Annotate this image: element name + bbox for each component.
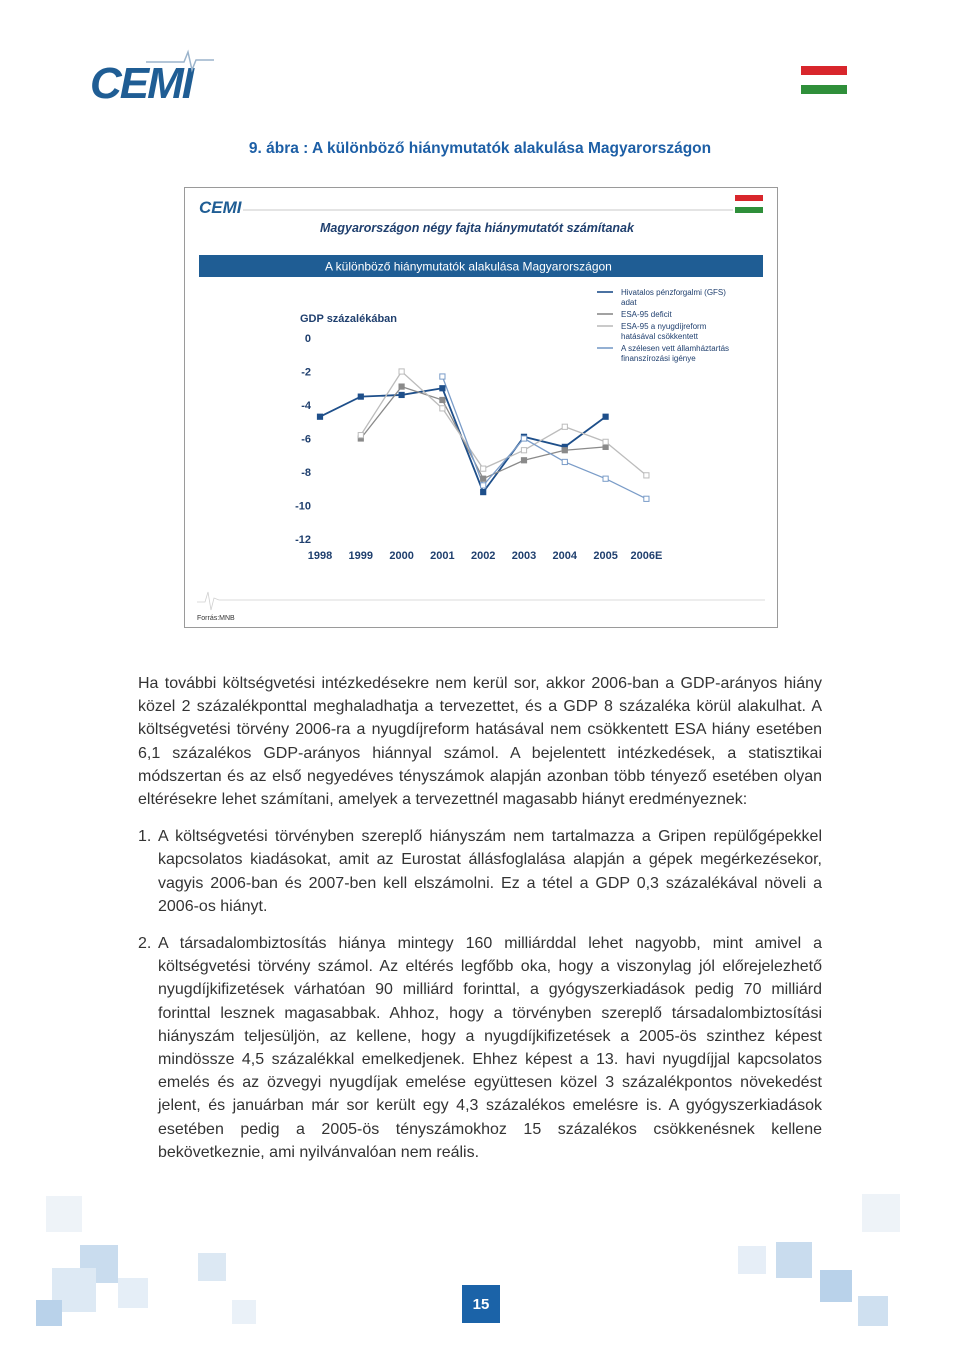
list-item-2-text: A társadalombiztosítás hiánya mintegy 160 milliárddal lehet nagyobb, mint amivel a költségvetési törvény számol. Az eltérés legfőbb oka, hogy a viszonylag jól előrejelezhető nyugdíjkifizetések várhatóan 90 milliárd forinttal, a gyógyszerkiadások pedig 70 milliárd forinttal lesznek magasabbak. Ahhoz, hogy a törvényben szereplő társadalombiztosítási hiányszám teljesüljön, az kellene, hogy a nyugdíjkifizetések a 2005-ös szinthez képest mindössze 4,5 százalékkal emelkedjenek. Ehhez képest a 13. havi nyugdíjjal kapcsolatos emelés és az özvegyi nyugdíjak emelése együttesen közel 3 százalékpontos növekedést jelent, és januárban már sor került egy 4,3 százalékos emelésre is. A gyógyszerkiadások esetében pedig a 2005-ös tényszámokhoz 15 százalékos csökkenésnek kellene bekövetkeznie, ami nyilvánvalóan nem reális.	[158, 935, 822, 1161]
chart-svg	[185, 188, 777, 627]
data-point	[399, 392, 404, 397]
cemi-logo	[88, 48, 218, 104]
decor-square	[36, 1300, 62, 1326]
x-tick-label: 2002	[470, 550, 496, 562]
legend-label: ESA-95 deficit	[621, 310, 672, 319]
decor-square	[776, 1242, 812, 1278]
x-tick-label: 2001	[430, 550, 455, 562]
data-point	[440, 374, 445, 379]
y-tick-label: 0	[304, 333, 311, 345]
data-point	[644, 496, 649, 501]
chart-panel	[184, 187, 778, 628]
data-point	[521, 448, 526, 453]
flag-green-stripe	[801, 85, 847, 94]
y-tick-label: -2	[301, 366, 311, 379]
x-tick-label: 2006E	[630, 550, 663, 562]
page-number: 15	[462, 1285, 500, 1323]
data-point	[562, 459, 567, 464]
decor-square	[118, 1278, 148, 1308]
list-item-1-number: 1.	[138, 828, 152, 846]
x-tick-label: 2004	[552, 550, 578, 562]
y-tick-label: -12	[295, 534, 311, 546]
legend-label: A szélesen vett államháztartás finanszírozási igénye	[621, 344, 730, 363]
decor-square	[738, 1246, 766, 1274]
y-tick-label: -10	[295, 500, 311, 513]
list-item-2	[138, 932, 822, 1164]
x-tick-label: 2000	[389, 550, 414, 562]
data-point	[562, 448, 567, 453]
data-point	[399, 384, 404, 389]
x-tick-label: 1998	[307, 550, 333, 562]
x-tick-label: 2005	[593, 550, 618, 562]
data-point	[440, 386, 445, 391]
cemi-logo-text: CEMI	[90, 59, 192, 104]
chart-flag-red	[735, 195, 763, 201]
data-point	[481, 466, 486, 471]
x-tick-label: 2003	[511, 550, 537, 562]
chart-source: Forrás:MNB	[197, 615, 235, 622]
legend-label: Hivatalos pénzforgalmi (GFS) adat	[621, 288, 726, 307]
data-point	[440, 406, 445, 411]
list-item-2-number: 2.	[138, 935, 152, 953]
data-point	[481, 490, 486, 495]
y-axis-label: GDP százalékában	[300, 313, 398, 325]
data-point	[358, 394, 363, 399]
data-point	[481, 483, 486, 488]
series-line	[442, 377, 646, 499]
series-line	[361, 387, 606, 479]
data-point	[358, 433, 363, 438]
body-text	[138, 672, 822, 1164]
data-point	[603, 476, 608, 481]
y-tick-label: -4	[301, 400, 311, 412]
data-point	[317, 414, 322, 419]
flag-white-stripe	[801, 75, 847, 84]
chart-logo-text: CEMI	[199, 198, 242, 217]
list-item-1-text: A költségvetési törvényben szereplő hiányszám nem tartalmazza a Gripen repülőgépekkel kapcsolatos kiadásokat, amit az Eurostat állásfoglalása alapján a gépek megérkezésekor, vagyis 2006-ban és 2007-ben kell elszámolni. Ez a tétel a GDP 0,3 százalékával növeli a 2006-os hiányt.	[158, 828, 822, 915]
data-point	[644, 473, 649, 478]
data-point	[440, 397, 445, 402]
hungarian-flag	[801, 66, 847, 94]
data-point	[481, 476, 486, 481]
chart-banner-text: A különböző hiánymutatók alakulása Magyarországon	[325, 259, 612, 274]
figure-title: 9. ábra : A különböző hiánymutatók alakulása Magyarországon	[248, 140, 712, 157]
data-point	[399, 369, 404, 374]
chart-flag-green	[735, 207, 763, 213]
decor-square	[46, 1196, 82, 1232]
data-point	[562, 424, 567, 429]
decor-square	[862, 1194, 900, 1232]
decor-square	[858, 1296, 888, 1326]
decor-square	[232, 1300, 256, 1324]
data-point	[603, 444, 608, 449]
footer-rule	[197, 592, 765, 610]
list-item-1	[138, 825, 822, 918]
decor-square	[198, 1253, 226, 1281]
data-point	[521, 458, 526, 463]
y-tick-label: -6	[301, 433, 311, 446]
data-point	[603, 414, 608, 419]
chart-flag-white	[735, 201, 763, 207]
intro-paragraph: Ha további költségvetési intézkedésekre nem kerül sor, akkor 2006-ban a GDP-arányos hiány közel 2 százalékponttal meghaladhatja a tervezettet, és a GDP 8 százaléka körül alakulhat. A költségvetési törvény 2006-ra a nyugdíjreform hatásával nem csökkentett ESA hiány esetében 6,1 százalékos GDP-arányos hiánnyal számol. A bejelentett intézkedések, a statisztikai módszertan és az első negyedéves tényszámok alapján azonban több tényező esetében olyan eltérésekre lehet számítani, amelyek a tervezettnél magasabb hiányt eredményeznek:	[138, 675, 822, 809]
legend-label: ESA-95 a nyugdíjreform hatásával csökkentett	[621, 322, 707, 341]
x-tick-label: 1999	[348, 550, 374, 562]
decor-square	[820, 1270, 852, 1302]
flag-red-stripe	[801, 66, 847, 75]
y-tick-label: -8	[301, 467, 311, 479]
data-point	[603, 439, 608, 444]
data-point	[521, 436, 526, 441]
chart-heading: Magyarországon négy fajta hiánymutatót számítanak	[320, 221, 634, 235]
